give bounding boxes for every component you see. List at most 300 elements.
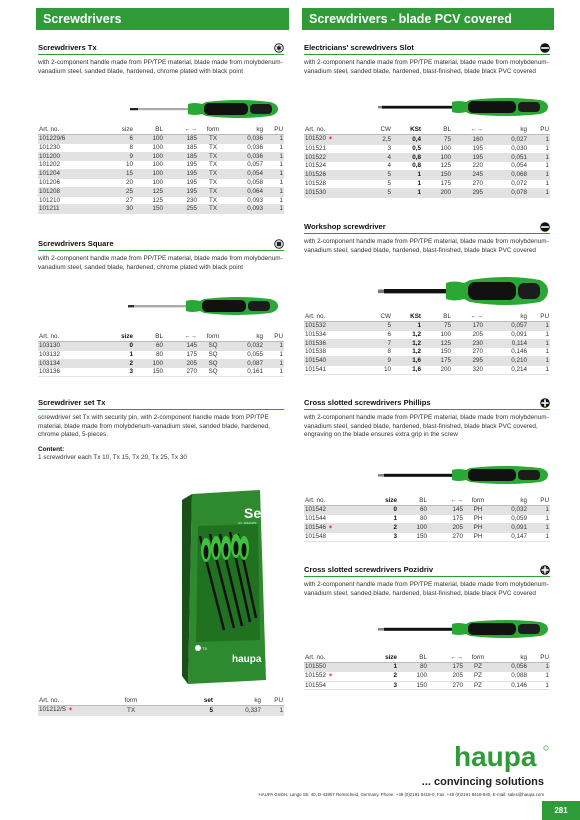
cell-text: 101534 bbox=[305, 330, 327, 338]
cell-text: 5 bbox=[387, 171, 391, 179]
cell-text: 145 bbox=[452, 506, 463, 513]
table-cell bbox=[102, 143, 134, 152]
table-cell bbox=[492, 663, 528, 672]
cell-text: 5 bbox=[387, 179, 391, 187]
table-cell bbox=[452, 153, 484, 162]
table-row bbox=[38, 187, 284, 196]
table-row bbox=[304, 179, 550, 188]
cell-text: 1 bbox=[545, 524, 549, 532]
table-cell bbox=[198, 161, 228, 170]
table-cell bbox=[528, 671, 550, 681]
table-row bbox=[304, 135, 550, 145]
column-header: form bbox=[464, 497, 492, 506]
column-header: kg bbox=[492, 654, 528, 663]
cell-text: 10 bbox=[383, 365, 391, 373]
cell-text: 1 bbox=[545, 171, 549, 179]
column-header: PU bbox=[528, 126, 550, 135]
table-row bbox=[38, 170, 284, 179]
cell-text: 0,032 bbox=[511, 506, 527, 513]
cell-text: 270 bbox=[472, 179, 483, 187]
square-table bbox=[38, 333, 284, 377]
cell-text: PZ bbox=[473, 681, 483, 689]
table-cell bbox=[164, 196, 198, 205]
cell-text: TX bbox=[208, 178, 218, 186]
table-cell bbox=[484, 322, 528, 331]
table-row bbox=[38, 135, 284, 144]
cell-text: 0,036 bbox=[247, 143, 263, 151]
cell-text: 1 bbox=[545, 322, 549, 329]
table-cell bbox=[484, 330, 528, 339]
table-cell bbox=[422, 348, 452, 357]
cell-text: 30 bbox=[125, 205, 133, 213]
table-cell bbox=[304, 339, 364, 348]
section-description: screwdriver set Tx with security pin, with 2-component handle made from PP/TPE material, blade made from molybdenum-vanadium steel, sanded blade, hardened, chrome plated, 5-pieces. bbox=[38, 414, 270, 438]
table-cell bbox=[452, 135, 484, 145]
table-cell bbox=[228, 152, 264, 161]
cell-text: 1 bbox=[545, 681, 549, 689]
table-cell bbox=[364, 506, 398, 515]
cell-text: 1 bbox=[279, 152, 283, 160]
table-cell bbox=[452, 348, 484, 357]
column-header: size bbox=[364, 497, 398, 506]
set-content bbox=[38, 446, 284, 462]
slogan: ... convincing solutions bbox=[421, 776, 544, 788]
cell-text: 100 bbox=[152, 170, 163, 178]
table-cell bbox=[164, 135, 198, 144]
column-header: ←→ bbox=[164, 126, 198, 135]
cell-text: 101554 bbox=[305, 681, 327, 689]
cell-text: 100 bbox=[416, 672, 427, 680]
box-logo: haupa bbox=[232, 654, 262, 665]
table-cell bbox=[364, 514, 398, 523]
table-cell bbox=[38, 187, 102, 196]
cell-text: 1 bbox=[279, 205, 283, 213]
cell-text: 100 bbox=[152, 178, 163, 186]
cell-text: 2 bbox=[129, 359, 133, 367]
column-header: PU bbox=[264, 333, 284, 342]
cell-text: 101550 bbox=[305, 663, 327, 670]
table-cell bbox=[392, 322, 422, 331]
table-cell bbox=[528, 365, 550, 374]
cell-text: 0,8 bbox=[412, 153, 421, 161]
table-cell bbox=[452, 357, 484, 366]
section-title-text: Screwdrivers Square bbox=[38, 239, 114, 248]
table-cell bbox=[198, 135, 228, 144]
cell-text: 3 bbox=[393, 533, 397, 541]
cell-text: 101541 bbox=[305, 365, 327, 373]
table-cell bbox=[452, 365, 484, 374]
cell-text: 185 bbox=[186, 143, 197, 151]
table-cell bbox=[452, 162, 484, 171]
cell-text: TX bbox=[208, 196, 218, 204]
table-cell bbox=[528, 514, 550, 523]
cell-text: 1,2 bbox=[412, 348, 421, 356]
cell-text: 185 bbox=[186, 152, 197, 160]
column-header: Art. no. bbox=[304, 654, 364, 663]
table-cell bbox=[364, 523, 398, 533]
table-cell bbox=[164, 350, 198, 359]
table-cell bbox=[422, 135, 452, 145]
table-cell bbox=[134, 359, 164, 368]
table-cell bbox=[528, 135, 550, 145]
table-cell bbox=[264, 135, 284, 144]
table-cell bbox=[38, 205, 102, 214]
table-cell bbox=[134, 170, 164, 179]
table-cell bbox=[364, 663, 398, 672]
cell-text: 1 bbox=[545, 533, 549, 541]
table-cell bbox=[228, 359, 264, 368]
column-header: ←→ bbox=[428, 497, 464, 506]
table-cell bbox=[164, 161, 198, 170]
table-header-row bbox=[304, 654, 550, 663]
table-cell bbox=[492, 514, 528, 523]
column-header: kg bbox=[228, 333, 264, 342]
table-cell bbox=[398, 523, 428, 533]
table-header-row bbox=[38, 126, 284, 135]
cell-text: 1 bbox=[545, 162, 549, 170]
cell-text: 0 bbox=[393, 506, 397, 513]
table-header-row bbox=[304, 313, 550, 322]
section-title bbox=[304, 42, 550, 55]
table-row bbox=[304, 681, 550, 690]
column-header: Art. no. bbox=[304, 313, 364, 322]
table-cell bbox=[38, 135, 102, 144]
cell-text: 101212/S bbox=[39, 706, 66, 713]
cell-text: 100 bbox=[152, 161, 163, 169]
table-cell bbox=[528, 533, 550, 542]
table-cell bbox=[428, 506, 464, 515]
table-row bbox=[304, 322, 550, 331]
cell-text: 103130 bbox=[39, 342, 61, 349]
table-cell bbox=[304, 171, 364, 180]
table-cell bbox=[422, 188, 452, 197]
cell-text: 100 bbox=[152, 143, 163, 151]
column-header: size bbox=[364, 654, 398, 663]
section-description: with 2-component handle made from PP/TPE material, blade made from molybdenum-vanadium steel, sanded blade, hardened, blast-finished, blade black PVC covered, engraving on the blade ensures extra grip in the screw bbox=[304, 414, 549, 438]
cell-text: 1 bbox=[545, 663, 549, 670]
table-cell bbox=[38, 359, 102, 368]
table-cell bbox=[198, 187, 228, 196]
cell-text: 1 bbox=[393, 663, 397, 670]
cell-text: 0,337 bbox=[245, 706, 261, 714]
cell-text: 1 bbox=[417, 171, 421, 179]
table-row bbox=[304, 330, 550, 339]
cell-text: 100 bbox=[416, 524, 427, 532]
cell-text: 1 bbox=[417, 179, 421, 187]
table-cell bbox=[264, 196, 284, 205]
table-cell bbox=[264, 342, 284, 351]
cell-text: 0,210 bbox=[511, 357, 527, 365]
cell-text: 230 bbox=[186, 196, 197, 204]
cell-text: 101540 bbox=[305, 357, 327, 365]
table-row bbox=[304, 357, 550, 366]
section-square bbox=[38, 238, 284, 272]
cell-text: 0 bbox=[129, 342, 133, 349]
section-tx bbox=[38, 42, 284, 76]
table-cell bbox=[304, 681, 364, 690]
table-cell bbox=[464, 514, 492, 523]
cell-text: 0,068 bbox=[511, 171, 527, 179]
set-table bbox=[38, 697, 284, 716]
cell-text: 0,087 bbox=[247, 359, 263, 367]
cell-text: 101524 bbox=[305, 162, 327, 170]
cell-text: 320 bbox=[472, 365, 483, 373]
cell-text: 8 bbox=[387, 348, 391, 356]
screwdriver-image bbox=[378, 272, 550, 310]
table-row bbox=[38, 161, 284, 170]
section-title-text: Screwdriver set Tx bbox=[38, 398, 106, 407]
table-cell bbox=[304, 144, 364, 153]
table-cell bbox=[304, 135, 364, 145]
cell-text: 1 bbox=[545, 188, 549, 196]
cell-text: 80 bbox=[155, 350, 163, 358]
cell-text: 80 bbox=[419, 663, 427, 670]
cell-text: TX bbox=[126, 706, 136, 714]
table-cell bbox=[484, 179, 528, 188]
pozidriv-icon bbox=[540, 565, 550, 575]
cell-text: 101522 bbox=[305, 153, 327, 161]
table-cell bbox=[264, 161, 284, 170]
cell-text: 0,093 bbox=[247, 196, 263, 204]
table-cell bbox=[264, 143, 284, 152]
table-cell bbox=[428, 533, 464, 542]
table-cell bbox=[164, 187, 198, 196]
table-cell bbox=[164, 152, 198, 161]
cell-text: 1,2 bbox=[412, 339, 421, 347]
cell-text: 1 bbox=[129, 350, 133, 358]
table-cell bbox=[304, 179, 364, 188]
table-cell bbox=[364, 681, 398, 690]
column-header: PU bbox=[262, 697, 284, 706]
cell-text: 0,057 bbox=[511, 322, 527, 329]
table-cell bbox=[38, 196, 102, 205]
cell-text: 101528 bbox=[305, 179, 327, 187]
table-cell bbox=[198, 143, 228, 152]
column-header: ←→ bbox=[452, 126, 484, 135]
table-cell bbox=[452, 171, 484, 180]
cell-text: 0,8 bbox=[412, 162, 421, 170]
cell-text: 0,147 bbox=[511, 533, 527, 541]
table-cell bbox=[484, 357, 528, 366]
column-header: form bbox=[108, 697, 154, 706]
table-cell bbox=[398, 514, 428, 523]
table-cell bbox=[262, 706, 284, 716]
table-cell bbox=[134, 161, 164, 170]
table-cell bbox=[228, 187, 264, 196]
cell-text: 175 bbox=[440, 357, 451, 365]
cell-text: 175 bbox=[186, 350, 197, 358]
column-header: kg bbox=[228, 126, 264, 135]
table-cell bbox=[38, 170, 102, 179]
column-header: BL bbox=[422, 126, 452, 135]
cell-text: 1 bbox=[545, 506, 549, 513]
table-cell bbox=[422, 153, 452, 162]
table-row bbox=[304, 348, 550, 357]
table-cell bbox=[484, 339, 528, 348]
table-cell bbox=[528, 681, 550, 690]
cell-text: 125 bbox=[440, 162, 451, 170]
cell-text: 0,146 bbox=[511, 348, 527, 356]
table-row bbox=[38, 342, 284, 351]
table-cell bbox=[304, 671, 364, 681]
table-cell bbox=[464, 523, 492, 533]
cell-text: 255 bbox=[186, 205, 197, 213]
cell-text: SQ bbox=[208, 359, 218, 367]
table-cell bbox=[452, 339, 484, 348]
table-cell bbox=[452, 322, 484, 331]
cell-text: 0,056 bbox=[511, 663, 527, 670]
cell-text: 270 bbox=[186, 368, 197, 376]
table-cell bbox=[134, 178, 164, 187]
cell-text: 0,078 bbox=[511, 188, 527, 196]
table-cell bbox=[304, 348, 364, 357]
cell-text: PH bbox=[473, 524, 483, 532]
cell-text: 0,058 bbox=[247, 178, 263, 186]
table-cell bbox=[38, 706, 108, 716]
table-cell bbox=[264, 152, 284, 161]
table-cell bbox=[364, 153, 392, 162]
cell-text: 103132 bbox=[39, 350, 61, 358]
table-cell bbox=[134, 350, 164, 359]
cell-text: 101544 bbox=[305, 514, 327, 522]
table-cell bbox=[422, 339, 452, 348]
table-cell bbox=[228, 342, 264, 351]
screwdriver-image bbox=[128, 292, 280, 320]
table-cell bbox=[528, 663, 550, 672]
table-cell bbox=[134, 187, 164, 196]
screwdriver-image bbox=[130, 96, 280, 122]
table-cell bbox=[164, 368, 198, 377]
table-cell bbox=[38, 368, 102, 377]
table-cell bbox=[102, 342, 134, 351]
table-cell bbox=[264, 205, 284, 214]
table-cell bbox=[398, 533, 428, 542]
column-header: kg bbox=[484, 126, 528, 135]
table-cell bbox=[484, 365, 528, 374]
cell-text: 1 bbox=[279, 196, 283, 204]
table-cell bbox=[492, 506, 528, 515]
cell-text: 1 bbox=[545, 135, 549, 143]
cell-text: 101538 bbox=[305, 348, 327, 356]
cell-text: 101229/6 bbox=[39, 135, 66, 142]
cell-text: 0,091 bbox=[511, 330, 527, 338]
table-cell bbox=[134, 342, 164, 351]
table-cell bbox=[364, 162, 392, 171]
cell-text: 103134 bbox=[39, 359, 61, 367]
cell-text: PZ bbox=[473, 663, 483, 670]
screwdriver-image bbox=[378, 460, 550, 490]
slot-table bbox=[304, 126, 550, 198]
table-cell bbox=[364, 348, 392, 357]
cell-text: 0,091 bbox=[511, 524, 527, 532]
table-cell bbox=[304, 330, 364, 339]
section-title bbox=[38, 42, 284, 55]
cell-text: 100 bbox=[152, 135, 163, 142]
section-title bbox=[304, 221, 550, 234]
column-header: set bbox=[154, 697, 214, 706]
cell-text: 2 bbox=[393, 672, 397, 680]
table-row bbox=[304, 533, 550, 542]
table-cell bbox=[392, 179, 422, 188]
table-cell bbox=[428, 523, 464, 533]
table-cell bbox=[198, 342, 228, 351]
cell-text: 1 bbox=[545, 330, 549, 338]
table-cell bbox=[38, 342, 102, 351]
table-cell bbox=[198, 368, 228, 377]
column-header: PU bbox=[264, 126, 284, 135]
footer-address: HAUPA GmbH, Lange Str. 40, D-42857 Remscheid, Germany, Phone: +49 (0)2191 8418-0, Fax: +49 (0)2191 8418-840, E-mail: sales@haupa.com bbox=[258, 792, 544, 797]
table-row bbox=[304, 153, 550, 162]
tx-table bbox=[38, 126, 284, 214]
table-cell bbox=[464, 681, 492, 690]
cell-text: 4 bbox=[387, 153, 391, 161]
table-cell bbox=[492, 671, 528, 681]
column-header: kg bbox=[484, 313, 528, 322]
cell-text: 10 bbox=[125, 161, 133, 169]
table-cell bbox=[398, 506, 428, 515]
table-cell bbox=[264, 170, 284, 179]
table-cell bbox=[464, 506, 492, 515]
table-cell bbox=[464, 671, 492, 681]
cell-text: 0,072 bbox=[511, 179, 527, 187]
section-title bbox=[304, 564, 550, 577]
cell-text: 1 bbox=[545, 339, 549, 347]
cell-text: 125 bbox=[440, 339, 451, 347]
column-header: BL bbox=[398, 497, 428, 506]
table-cell bbox=[264, 368, 284, 377]
cell-text: 0,036 bbox=[247, 152, 263, 160]
column-header: ←→ bbox=[428, 654, 464, 663]
cell-text: 0,030 bbox=[511, 144, 527, 152]
table-cell bbox=[364, 135, 392, 145]
cell-text: 1 bbox=[279, 342, 283, 349]
cell-text: 295 bbox=[472, 357, 483, 365]
cell-text: 195 bbox=[472, 153, 483, 161]
cell-text: 100 bbox=[440, 330, 451, 338]
table-row bbox=[304, 162, 550, 171]
cell-text: 200 bbox=[440, 188, 451, 196]
section-set bbox=[38, 397, 284, 462]
table-cell bbox=[364, 179, 392, 188]
cell-text: SQ bbox=[208, 342, 218, 349]
cell-text: 0,054 bbox=[247, 170, 263, 178]
section-workshop bbox=[304, 221, 550, 255]
table-cell bbox=[108, 706, 154, 716]
cell-text: 270 bbox=[452, 681, 463, 689]
cell-text: 270 bbox=[452, 533, 463, 541]
cell-text: 9 bbox=[129, 152, 133, 160]
table-cell bbox=[264, 178, 284, 187]
cell-text: TX bbox=[208, 143, 218, 151]
table-cell bbox=[304, 523, 364, 533]
cell-text: 3 bbox=[387, 144, 391, 152]
column-header: form bbox=[464, 654, 492, 663]
box-title: Set bbox=[244, 505, 266, 521]
haupa-logo bbox=[452, 740, 552, 772]
cell-text: 6 bbox=[387, 330, 391, 338]
cell-text: 1 bbox=[279, 706, 283, 714]
cell-text: 1 bbox=[545, 144, 549, 152]
content-label: Content: bbox=[38, 445, 65, 453]
cell-text: 150 bbox=[152, 368, 163, 376]
cell-text: 101548 bbox=[305, 533, 327, 541]
cell-text: 3 bbox=[393, 681, 397, 689]
table-cell bbox=[528, 348, 550, 357]
table-cell bbox=[392, 365, 422, 374]
cell-text: 101210 bbox=[39, 196, 61, 204]
table-cell bbox=[228, 135, 264, 144]
cell-text: PH bbox=[473, 506, 483, 513]
